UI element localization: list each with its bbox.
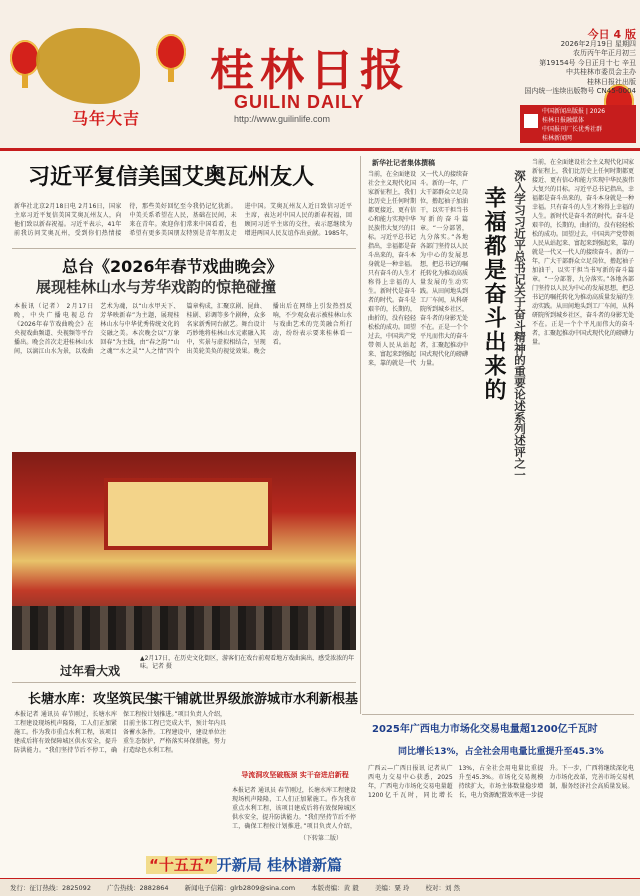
- photo-caption-title: 过年看大戏: [60, 664, 121, 678]
- footer-item: 美编：粟 玲: [374, 884, 410, 892]
- lead-headline[interactable]: 习近平复信美国艾奥瓦州友人: [28, 165, 315, 190]
- water-subheadline[interactable]: 实干铺就世界级旅游城市水利新根基: [150, 692, 359, 707]
- divider: [12, 682, 356, 683]
- water-subsection: 导流洞攻坚破瓶颈 实干奋进启新程: [241, 771, 349, 779]
- date-line: 农历丙午年正月初三: [573, 49, 636, 57]
- editorial-series-title[interactable]: 深入学习习近平总书记关于奋斗精神的重要论述系列述评之一: [513, 170, 527, 481]
- horse-year-greeting: 马年大吉: [72, 109, 141, 128]
- publisher-line: 国内统一连续出版物号 CN45-0004: [524, 87, 636, 95]
- qr-code-icon[interactable]: [522, 112, 540, 130]
- media-line: 桂林日报融媒体: [542, 117, 585, 124]
- fifteenth-five-year-banner: [146, 854, 342, 875]
- footer-item[interactable]: 新闻电子信箱：glrb2809@sina.com: [184, 884, 296, 892]
- lead-body: 新华社北京2月18日电 2月16日，国家主席习近平复信美国艾奥瓦州友人，向他们致以新春祝福。习近平表示，41年前我访问艾奥瓦州，受到你们热情接待，那些美好回忆至今我仍记忆犹新。中美关系希望在人民，基础在民间，未来在青年。欢迎你们常来中国看看，也希望有更多美国朋友特别是青年朋友走进中国。艾奥瓦州友人近日致信习近平主席，表达对中国人民的新春祝福，回顾同习近平主席的交往，表示愿继续为增进两国人民友谊作出贡献。1985年，: [14, 203, 352, 237]
- trade-headline[interactable]: 2025年广西电力市场化交易电量超1200亿千瓦时: [372, 724, 598, 735]
- media-line: 中国新闻出版报 | 2026: [542, 108, 606, 115]
- footer-item: 广告热线：2882864: [107, 884, 169, 892]
- stage-icon: [104, 478, 272, 550]
- banner-text: 开新局 桂林谱新篇: [216, 856, 342, 874]
- lantern-icon: [156, 34, 186, 70]
- date-line: 2026年2月19日 星期四: [560, 39, 636, 48]
- photo-caption: ▲2月17日，在历史文化街区，游客们在戏台前观看地方戏曲演出，感受浓浓的年味。记者 摄: [140, 655, 355, 670]
- gala-body: 本报讯（记者） 2月17日晚，中央广播电视总台《2026年春节戏曲晚会》在央视戏曲频道、央视频等平台播出。晚会首次走进桂林山水间，以漓江山水为景，以戏曲艺术为魂，以“山水甲天下、芳华映新春”为主题，展现桂林山水与中华优秀传统文化的交融之美。本次晚会以“万象回春”为主线，由“春之韵”“山之魂”“水之灵”“人之情”四个篇章构成，汇聚京剧、昆曲、桂剧、彩调等多个剧种，众多名家新秀同台献艺。舞台设计巧妙地将桂林山水元素融入其中，实景与虚拟相结合，呈现出美轮美奂的视觉效果。晚会播出后在网络上引发热烈反响，不少观众表示被桂林山水与戏曲艺术的完美融合所打动，纷纷表示要来桂林看一看。: [14, 303, 352, 355]
- publisher-line: 中共桂林市委员会主办: [566, 68, 636, 76]
- water-headline[interactable]: 长塘水库：攻坚筑民生: [28, 692, 159, 707]
- trade-subheadline[interactable]: 同比增长13%，占全社会用电量比重提升至45.3%: [398, 747, 604, 757]
- banner-highlight: “十五五”: [146, 856, 217, 874]
- footer-item: 校对：刘 然: [425, 884, 461, 892]
- masthead-divider: [0, 148, 640, 151]
- newspaper-logo-english: GUILIN DAILY: [234, 92, 365, 112]
- editorial-body: 当前，在全面建设社会主义现代化国家新征程上，我们比历史上任何时期都更接近、更有信心和能力实现中华民族伟大复兴的目标。习近平总书记指出，幸福都是奋斗出来的，奋斗本身就是一种幸福。只有奋斗的人生才称得上幸福的人生。新时代是奋斗者的时代。奋斗是艰辛的，长期的，曲折的，没有轻轻松松的成功。回望过去，中国共产党带领人民从站起来、富起来到强起来，靠的就是一代又一代人的接续奋斗。新的一年，广大干部群众立足岗位，撸起袖子加油干，以实干担当书写新的奋斗篇章。“一分部署，九分落实。”各地各部门坚持以人民为中心的发展思想，把总书记的嘱托转化为推动高质量发展的生动实践。从田间地头到工厂车间，从科研院所到城乡社区，奋斗者的身影无处不在。正是一个个平凡而伟大的奋斗者，汇聚起推动中国式现代化的磅礴力量。: [368, 171, 468, 367]
- website-url[interactable]: http://www.guilinlife.com: [234, 114, 331, 124]
- footer-item: 本版责编：黄 毅: [311, 884, 359, 892]
- today-pages: 今日 4 版: [587, 28, 636, 41]
- media-line: 桂林新闻网: [542, 135, 573, 142]
- column-divider: [360, 156, 361, 714]
- divider: [12, 248, 356, 249]
- editorial-body-right: 当前，在全面建设社会主义现代化国家新征程上，我们比历史上任何时期都更接近、更有信心和能力实现中华民族伟大复兴的目标。习近平总书记指出，幸福都是奋斗出来的，奋斗本身就是一种幸福。只有奋斗的人生才称得上幸福的人生。新时代是奋斗者的时代。奋斗是艰辛的，长期的，曲折的，没有轻轻松松的成功。回望过去，中国共产党带领人民从站起来、富起来到强起来，靠的就是一代又一代人的接续奋斗。新的一年，广大干部群众立足岗位，撸起袖子加油干，以实干担当书写新的奋斗篇章。“一分部署，九分落实。”各地各部门坚持以人民为中心的发展思想，把总书记的嘱托转化为推动高质量发展的生动实践。从田间地头到工厂车间，从科研院所到城乡社区，奋斗者的身影无处不在。正是一个个平凡而伟大的奋斗者，汇聚起推动中国式现代化的磅礴力量。: [532, 159, 634, 346]
- editorial-byline: 新华社记者集体撰稿: [372, 159, 435, 167]
- gala-subheadline[interactable]: 展现桂林山水与芳华戏韵的惊艳碰撞: [36, 278, 277, 296]
- water-body: 本报记者 通讯员 春节刚过，长塘水库工程建设现场机声隆隆，工人们正加紧施工。作为我市重点水利工程，该项目建成后将有效保障城区供水安全，提升防洪能力。“我们坚持节后不停工，确保工程按计划推进。”项目负责人介绍，目前主体工程已完成大半，预计年内具备蓄水条件。工程建设中，建设单位注重生态保护，严格落实环保措施，努力打造绿色水利工程。: [14, 711, 226, 754]
- gala-headline[interactable]: 总台《2026年春节戏曲晚会》: [62, 257, 283, 276]
- media-box: [520, 105, 636, 143]
- media-line: 中国报刊厂长优秀社群: [542, 126, 603, 133]
- trade-body: 广西云—广西日报讯 记者从广西电力交易中心获悉，2025年，广西电力市场化交易电量超1200亿千瓦时，同比增长13%，占全社会用电量比重提升至45.3%。市场化交易规模持续扩大，市场主体数量稳步增长，电力资源配置效率进一步提升。下一步，广西将继续深化电力市场化改革，完善市场交易机制，服务经济社会高质量发展。: [368, 765, 634, 799]
- publisher-line: 桂林日报社出版: [587, 77, 636, 86]
- footer-bar: [0, 878, 640, 896]
- divider: [362, 714, 634, 715]
- continued-note: （下转第二版）: [300, 835, 343, 842]
- audience-crowd: [12, 606, 356, 650]
- date-line: 第19154号 今日正月十七 辛丑: [539, 58, 636, 67]
- water-body-cont: 本报记者 通讯员 春节刚过，长塘水库工程建设现场机声隆隆，工人们正加紧施工。作为我市重点水利工程，该项目建成后将有效保障城区供水安全，提升防洪能力。“我们坚持节后不停工，确保工程按计划推进。”项目负责人介绍，: [232, 787, 356, 830]
- editorial-headline[interactable]: 幸福都是奋斗出来的: [481, 186, 506, 402]
- newspaper-logo: 桂林日报: [210, 45, 410, 96]
- issue-info: [498, 30, 636, 97]
- footer-item: 发行：征订热线：2825092: [10, 884, 91, 892]
